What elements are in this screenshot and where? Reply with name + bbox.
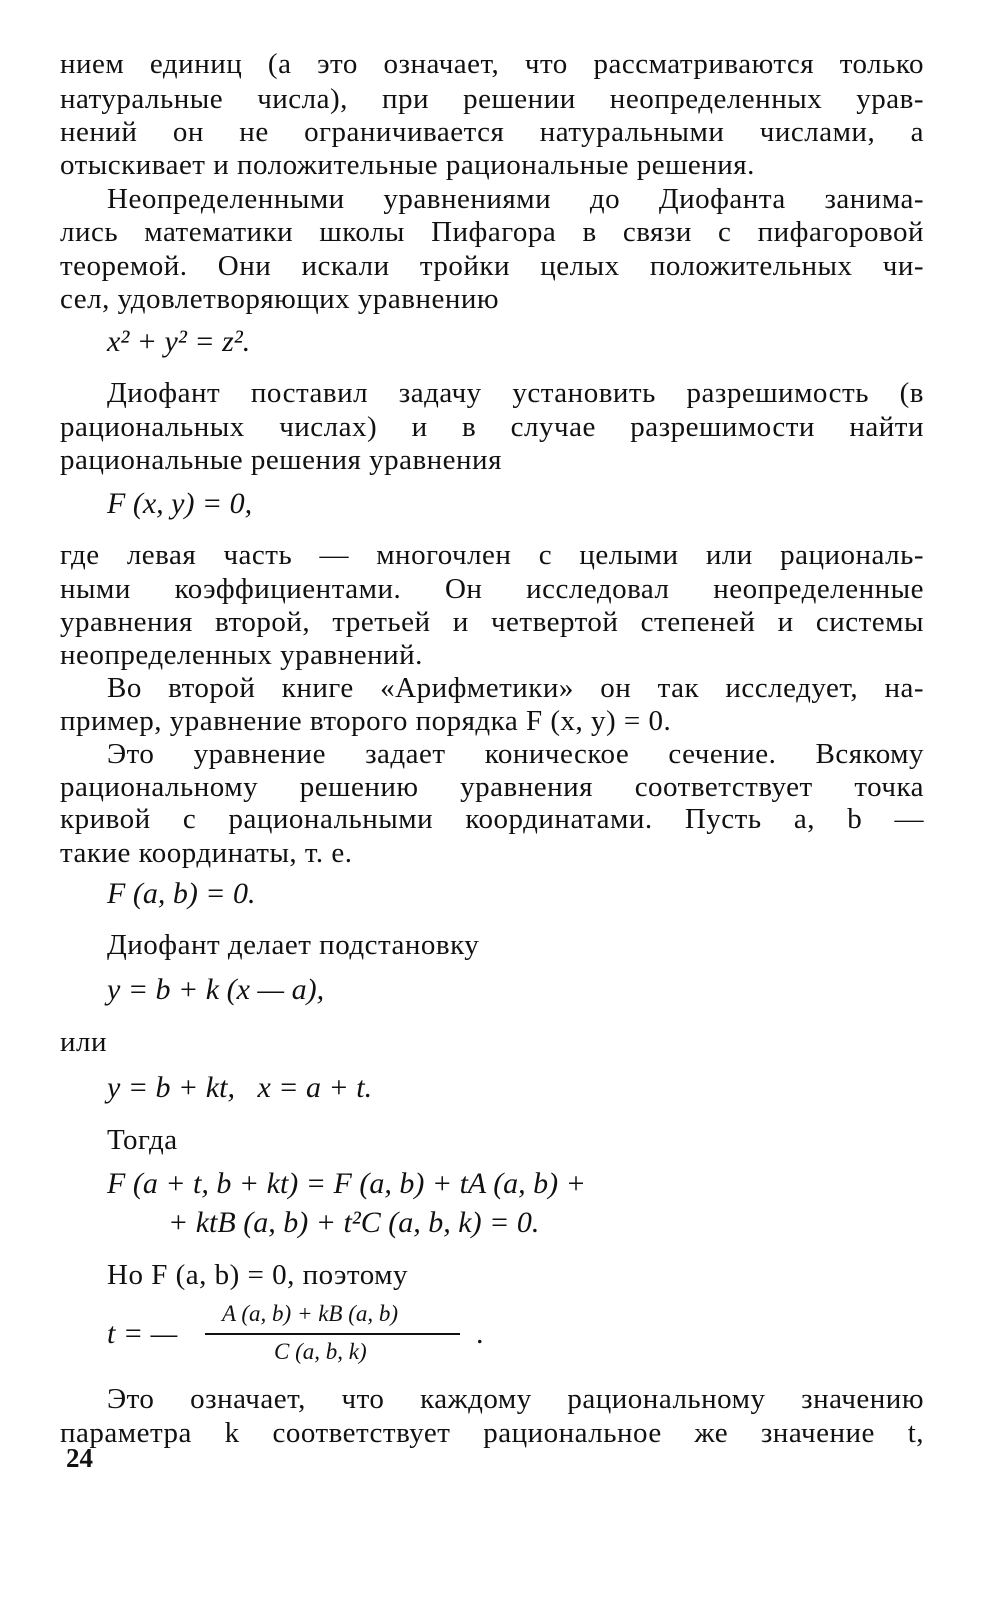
text-line: рациональные решения уравнения [60, 444, 502, 476]
text-line: пример, уравнение второго порядка F (x, y) = 0. [60, 705, 672, 737]
text-line: такие координаты, т. е. [60, 837, 353, 869]
equation-substitution: y = b + k (x — a), [107, 973, 325, 1006]
equation-pythagorean: x² + y² = z². [107, 325, 251, 358]
text-line: Тогда [107, 1124, 178, 1156]
text-line: параметра k соответствует рациональное же значение t, [60, 1417, 924, 1449]
text-line: ными коэффициентами. Он исследовал неопределенные [60, 573, 924, 605]
text-line: Неопределенными уравнениями до Диофанта занима- [107, 183, 924, 215]
text-line: рациональных числах) и в случае разрешимости найти [60, 411, 924, 443]
equation-expansion-line2: + ktB (a, b) + t²C (a, b, k) = 0. [168, 1206, 540, 1239]
equation-parametric: y = b + kt, x = a + t. [107, 1071, 373, 1104]
equation-point: F (a, b) = 0. [107, 877, 256, 910]
text-line: Диофант поставил задачу установить разрешимость (в [107, 377, 924, 409]
text-line: лись математики школы Пифагора в связи с пифагоровой [60, 216, 924, 248]
text-line: Диофант делает подстановку [107, 929, 480, 961]
text-line: натуральные числа), при решении неопределенных урав- [60, 83, 924, 115]
fraction-lhs: t = — [107, 1317, 178, 1350]
fraction-numerator: A (a, b) + kB (a, b) [222, 1301, 399, 1326]
equation-expansion-line1: F (a + t, b + kt) = F (a, b) + tA (a, b) + [107, 1167, 586, 1200]
text-line: неопределенных уравнений. [60, 639, 423, 671]
text-line: Это означает, что каждому рациональному значению [107, 1383, 924, 1415]
text-line: Но F (a, b) = 0, поэтому [107, 1259, 409, 1291]
text-line: или [60, 1026, 108, 1058]
text-line: Это уравнение задает коническое сечение. Всякому [107, 738, 924, 770]
equation-general: F (x, y) = 0, [107, 487, 253, 520]
fraction-denominator: C (a, b, k) [274, 1339, 367, 1364]
text-line: нием единиц (а это означает, что рассматриваются только [60, 48, 924, 80]
fraction-period: . [476, 1317, 484, 1350]
text-line: кривой с рациональными координатами. Пусть a, b — [60, 803, 924, 835]
text-line: теоремой. Они искали тройки целых положительных чи- [60, 250, 924, 282]
page-number: 24 [66, 1443, 93, 1473]
text-line: уравнения второй, третьей и четвертой степеней и системы [60, 606, 924, 638]
text-line: нений он не ограничивается натуральными числами, а [60, 116, 924, 148]
text-line: где левая часть — многочлен с целыми или рациональ- [60, 539, 924, 571]
text-line: сел, удовлетворяющих уравнению [60, 283, 500, 315]
fraction-bar [205, 1333, 460, 1335]
text-line: отыскивает и положительные рациональные решения. [60, 149, 755, 181]
text-line: рациональному решению уравнения соответствует точка [60, 771, 924, 803]
text-line: Во второй книге «Арифметики» он так исследует, на- [107, 672, 924, 704]
